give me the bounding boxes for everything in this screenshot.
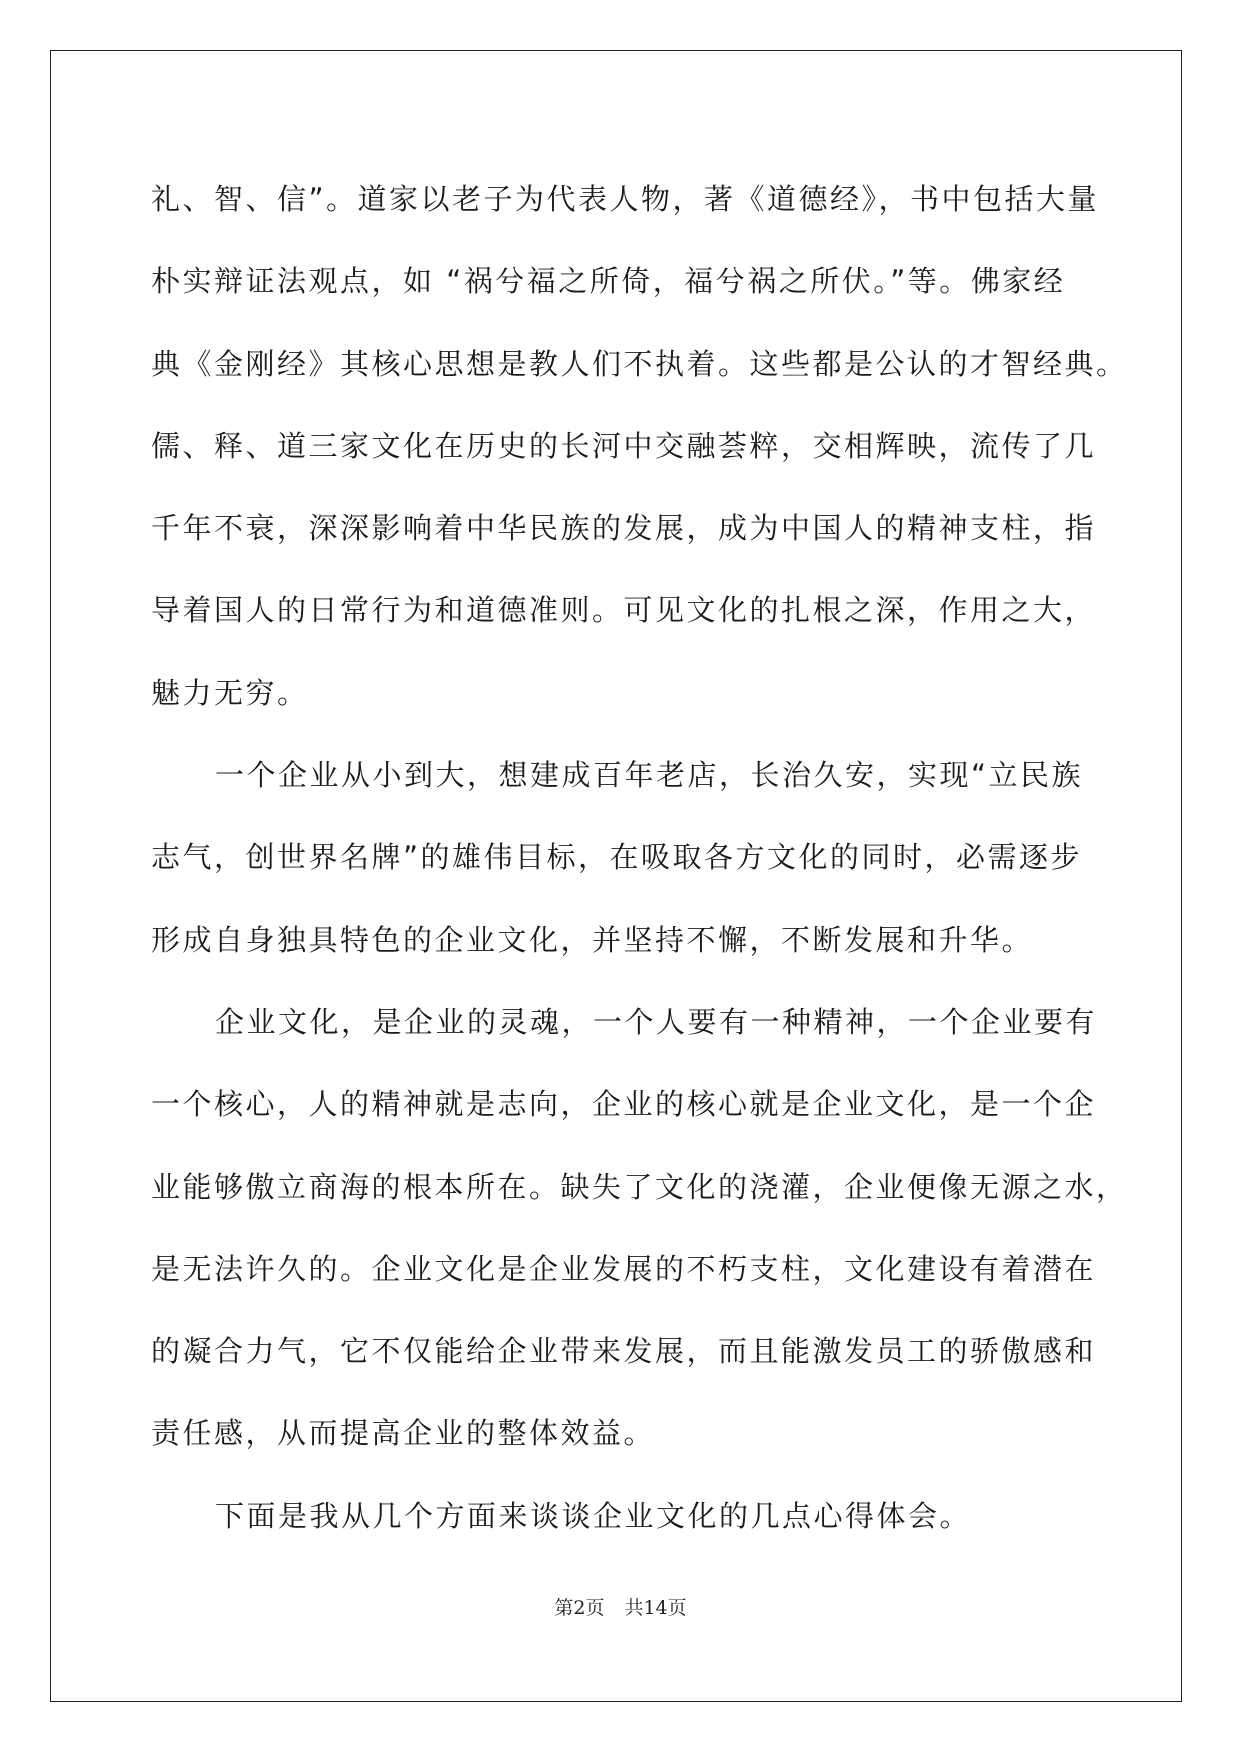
text-line: 儒、释、道三家文化在历史的长河中交融荟粹，交相辉映，流传了几: [151, 428, 1097, 463]
text-line: 形成自身独具特色的企业文化，并坚持不懈，不断发展和升华。: [151, 922, 1034, 957]
text-line: 责任感，从而提高企业的整体效益。: [151, 1416, 656, 1451]
text-line: 朴实辩证法观点，如 “祸兮福之所倚，福兮祸之所伏。”等。佛家经: [151, 264, 1066, 299]
text-line: 千年不衰，深深影响着中华民族的发展，成为中国人的精神支柱，指: [151, 511, 1097, 546]
text-line: 是无法许久的。企业文化是企业发展的不朽支柱，文化建设有着潜在: [151, 1251, 1097, 1286]
text-line: 下面是我从几个方面来谈谈企业文化的几点心得体会。: [215, 1498, 972, 1533]
text-line: 的凝合力气，它不仅能给企业带来发展，而且能激发员工的骄傲感和: [151, 1334, 1097, 1369]
text-line: 一个企业从小到大，想建成百年老店，长治久安，实现“立民族: [215, 758, 1084, 793]
text-line: 企业文化，是企业的灵魂，一个人要有一种精神，一个企业要有: [215, 1004, 1098, 1039]
text-line: 典《金刚经》其核心思想是教人们不执着。这些都是公认的才智经典。: [151, 346, 1128, 381]
text-line: 志气，创世界名牌”的雄伟目标，在吸取各方文化的同时，必需逐步: [151, 840, 1083, 875]
page-footer: [0, 1593, 1241, 1620]
text-line: 魅力无穷。: [151, 675, 309, 710]
text-line: 导着国人的日常行为和道德准则。可见文化的扎根之深，作用之大，: [151, 593, 1097, 628]
page-total: 共14页: [624, 1597, 687, 1619]
text-line: 业能够傲立商海的根本所在。缺失了文化的浇灌，企业便像无源之水，: [151, 1169, 1128, 1204]
document-body: [151, 158, 1128, 1557]
text-line: 一个核心，人的精神就是志向，企业的核心就是企业文化，是一个企: [151, 1087, 1097, 1122]
page-number: 第2页: [554, 1597, 605, 1619]
text-line: 礼、智、信”。道家以老子为代表人物，著《道德经》，书中包括大量: [151, 182, 1100, 216]
